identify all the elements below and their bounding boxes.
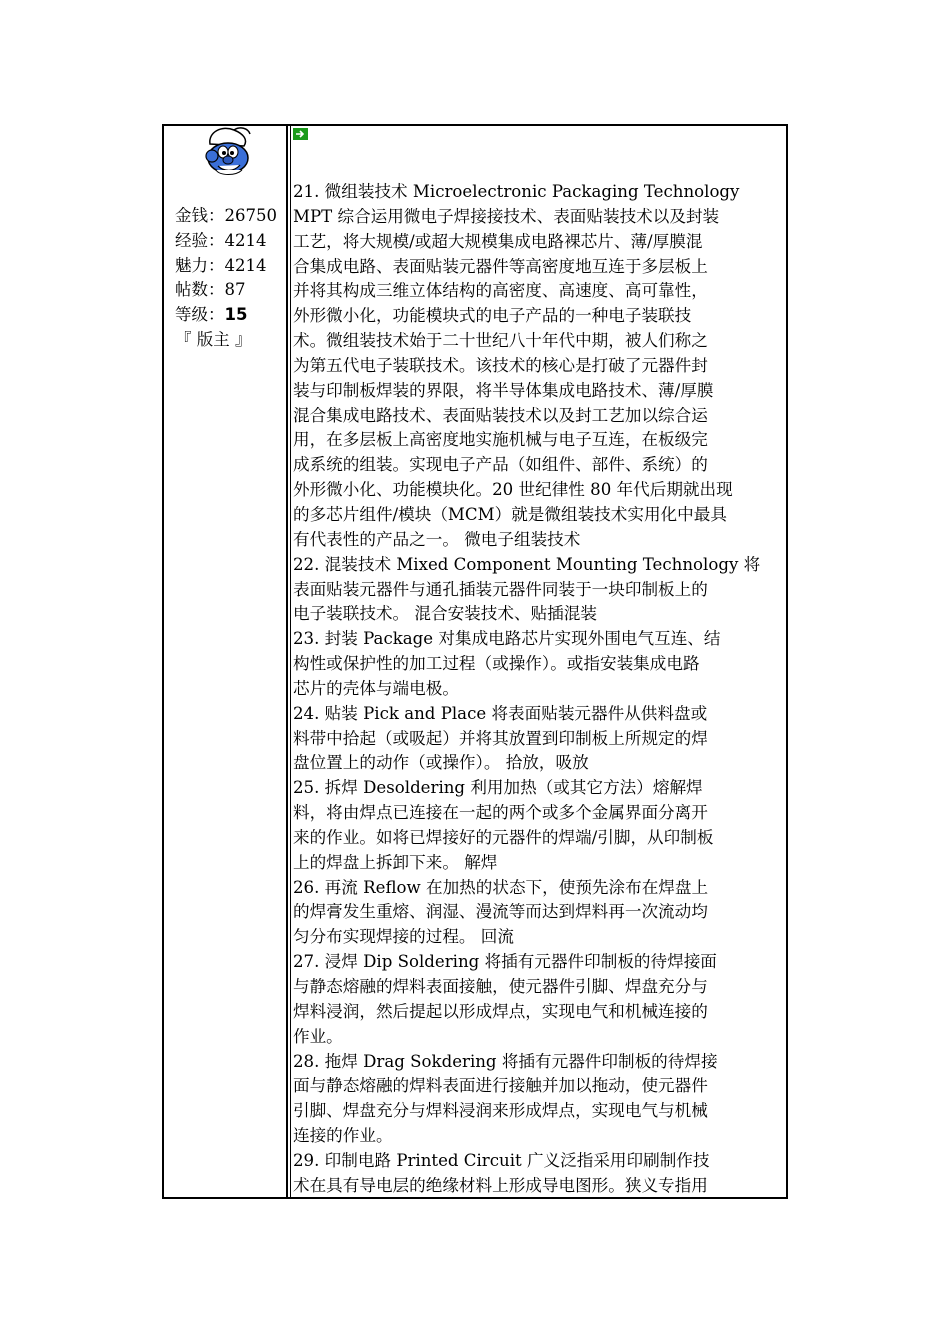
post-text-line: 料带中拾起（或吸起）并将其放置到印制板上所规定的焊 bbox=[293, 728, 708, 748]
post-text-line: 外形微小化、功能模块化。20 世纪律性 80 年代后期就出现 bbox=[293, 480, 733, 500]
post-text-line: 与静态熔融的焊料表面接触，使元器件引脚、焊盘充分与 bbox=[293, 977, 708, 996]
post-text-line: 引脚、焊盘充分与焊料浸润来形成焊点，实现电气与机械 bbox=[293, 1101, 708, 1121]
green-arrow-icon[interactable] bbox=[293, 128, 308, 140]
post-text-line: 并将其构成三维立体结构的高密度、高速度、高可靠性， bbox=[293, 281, 708, 301]
post-text-line: 用，在多层板上高密度地实施机械与电子互连，在板级完 bbox=[293, 430, 708, 450]
user-role: 『 版主 』 bbox=[175, 329, 252, 349]
post-text-line: 24. 贴装 Pick and Place 将表面贴装元器件从供料盘或 bbox=[293, 703, 708, 723]
post-text-line: 成系统的组装。实现电子产品（如组件、部件、系统）的 bbox=[293, 455, 708, 475]
stat-money: 金钱：26750 bbox=[175, 206, 277, 225]
post-text-line: 26. 再流 Reflow 在加热的状态下，使预先涂布在焊盘上 bbox=[293, 877, 709, 897]
post-text-line: 术在具有导电层的绝缘材料上形成导电图形。狭义专指用 bbox=[293, 1175, 708, 1195]
post-text-line: 表面贴装元器件与通孔插装元器件同装于一块印制板上的 bbox=[293, 579, 708, 599]
post-text-line: 匀分布实现焊接的过程。 回流 bbox=[293, 927, 514, 947]
forum-post-table bbox=[162, 124, 788, 1199]
post-text-line: 芯片的壳体与端电极。 bbox=[293, 678, 459, 698]
post-text-line: 构性或保护性的加工过程（或操作）。或指安装集成电路 bbox=[293, 654, 700, 674]
post-text-line: 混合集成电路技术、表面贴装技术以及封工艺加以综合运 bbox=[293, 405, 708, 425]
post-text-line: 为第五代电子装联技术。该技术的核心是打破了元器件封 bbox=[293, 355, 708, 375]
post-text-line: 焊料浸润，然后提起以形成焊点，实现电气和机械连接的 bbox=[293, 1001, 708, 1021]
post-text-line: 料，将由焊点已连接在一起的两个或多个金属界面分离开 bbox=[293, 803, 708, 823]
post-text-line: 合集成电路、表面贴装元器件等高密度地互连于多层板上 bbox=[293, 256, 708, 276]
post-text-line: 的多芯片组件/模块（MCM）就是微组装技术实用化中最具 bbox=[293, 504, 727, 524]
post-text-line: 作业。 bbox=[293, 1026, 343, 1046]
post-body bbox=[293, 180, 786, 1197]
stat-level: 等级：15 bbox=[175, 305, 248, 325]
post-text-line: 21. 微组装技术 Microelectronic Packaging Technology bbox=[293, 182, 740, 201]
post-text-line: 装与印制板焊装的界限，将半导体集成电路技术、薄/厚膜 bbox=[293, 380, 714, 400]
post-text-line: 盘位置上的动作（或操作）。 拾放，吸放 bbox=[293, 753, 589, 773]
post-text-line: 工艺，将大规模/或超大规模集成电路裸芯片、薄/厚膜混 bbox=[293, 231, 703, 251]
post-text-line: 23. 封装 Package 对集成电路芯片实现外围电气互连、结 bbox=[293, 629, 721, 649]
smurf-avatar-icon bbox=[200, 126, 256, 180]
stat-charm: 魅力：4214 bbox=[175, 255, 267, 275]
post-text-line: 面与静态熔融的焊料表面进行接触并加以拖动，使元器件 bbox=[293, 1076, 708, 1096]
post-text-line: 来的作业。如将已焊接好的元器件的焊端/引脚，从印制板 bbox=[293, 827, 714, 847]
post-text-line: 术。微组装技术始于二十世纪八十年代中期，被人们称之 bbox=[293, 331, 708, 351]
post-text-line: 电子装联技术。 混合安装技术、贴插混装 bbox=[293, 604, 597, 624]
post-text-line: 29. 印制电路 Printed Circuit 广义泛指采用印刷制作技 bbox=[293, 1150, 710, 1170]
post-text-line: 27. 浸焊 Dip Soldering 将插有元器件印制板的待焊接面 bbox=[293, 952, 717, 972]
post-text-line: 上的焊盘上拆卸下来。 解焊 bbox=[293, 852, 498, 872]
post-text-line: 25. 拆焊 Desoldering 利用加热（或其它方法）熔解焊 bbox=[293, 778, 703, 798]
stat-experience: 经验：4214 bbox=[175, 230, 267, 250]
post-text-line: 外形微小化，功能模块式的电子产品的一种电子装联技 bbox=[293, 306, 692, 326]
post-text-line: 有代表性的产品之一。 微电子组装技术 bbox=[293, 529, 581, 549]
post-text-line: 28. 拖焊 Drag Sokdering 将插有元器件印制板的待焊接 bbox=[293, 1051, 718, 1071]
post-text-line: 连接的作业。 bbox=[293, 1126, 393, 1146]
user-info-panel bbox=[164, 126, 288, 1197]
post-text-line: 22. 混装技术 Mixed Component Mounting Technology 将 bbox=[293, 554, 761, 574]
post-text-line: 的焊膏发生重熔、润湿、漫流等而达到焊料再一次流动均 bbox=[293, 902, 708, 922]
user-stats bbox=[175, 204, 277, 353]
post-content bbox=[290, 126, 786, 1197]
post-text-line: MPT 综合运用微电子焊接接技术、表面贴装技术以及封装 bbox=[293, 206, 720, 226]
stat-posts: 帖数：87 bbox=[175, 280, 246, 300]
